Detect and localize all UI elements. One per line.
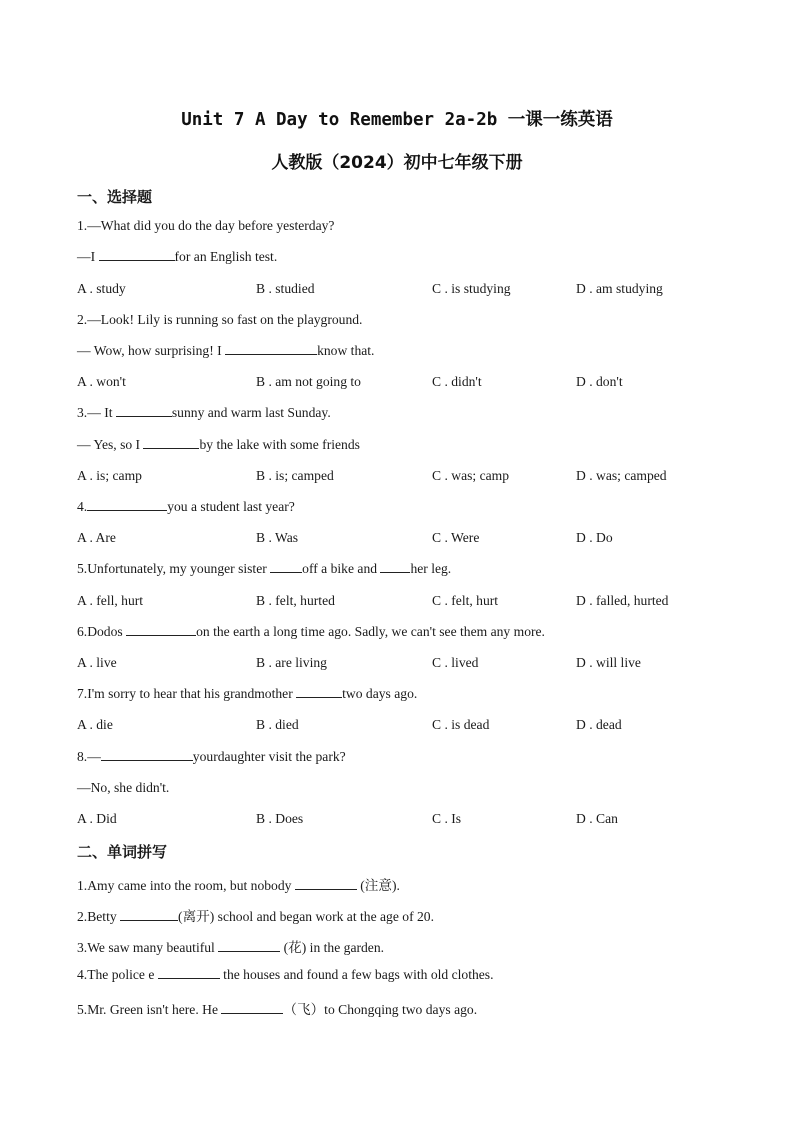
option-a[interactable]: A . Are (77, 530, 116, 545)
question-5-options (77, 593, 717, 613)
option-a[interactable]: A . live (77, 655, 117, 670)
answer-blank[interactable] (99, 249, 175, 261)
option-d[interactable]: D . dead (576, 717, 622, 732)
question-1-line-1: 1.—What did you do the day before yesterday? (77, 218, 335, 233)
option-b[interactable]: B . am not going to (256, 374, 361, 389)
answer-blank[interactable] (87, 499, 167, 511)
option-c[interactable]: C . lived (432, 655, 479, 670)
spelling-item-2: 2.Betty (离开) school and began work at the age of 20. (77, 909, 434, 924)
worksheet-title: Unit 7 A Day to Remember 2a-2b 一课一练英语 (181, 110, 613, 130)
option-c[interactable]: C . Is (432, 811, 462, 826)
option-c[interactable]: C . was; camp (432, 468, 510, 483)
answer-blank[interactable] (380, 561, 410, 573)
answer-blank[interactable] (143, 437, 199, 449)
option-c[interactable]: C . Were (432, 530, 480, 545)
option-b[interactable]: B . is; camped (256, 468, 334, 483)
option-c[interactable]: C . felt, hurt (432, 593, 499, 608)
answer-blank[interactable] (101, 749, 193, 761)
option-a[interactable]: A . fell, hurt (77, 593, 144, 608)
question-8-options (77, 811, 717, 831)
question-8-line-2: —No, she didn't. (77, 780, 170, 795)
option-d[interactable]: D . Can (576, 811, 618, 826)
option-a[interactable]: A . Did (77, 811, 117, 826)
option-a[interactable]: A . die (77, 717, 113, 732)
answer-blank[interactable] (126, 624, 196, 636)
question-3-line-2: — Yes, so I by the lake with some friends (77, 437, 360, 452)
option-d[interactable]: D . Do (576, 530, 613, 545)
answer-blank[interactable] (270, 561, 302, 573)
question-1-options (77, 281, 717, 301)
answer-blank[interactable] (221, 1002, 283, 1014)
question-2-options (77, 374, 717, 394)
answer-blank[interactable] (296, 686, 342, 698)
spelling-item-3: 3.We saw many beautiful (花) in the garden. (77, 940, 385, 955)
spelling-item-1: 1.Amy came into the room, but nobody (注意). (77, 878, 400, 893)
question-5-line-1: 5.Unfortunately, my younger sister off a bike and her leg. (77, 561, 452, 576)
option-b[interactable]: B . studied (256, 281, 315, 296)
question-2-line-2: — Wow, how surprising! I know that. (77, 343, 375, 358)
option-a[interactable]: A . study (77, 281, 126, 296)
option-d[interactable]: D . don't (576, 374, 623, 389)
worksheet-subtitle: 人教版（2024）初中七年级下册 (271, 153, 523, 173)
question-6-options (77, 655, 717, 675)
option-b[interactable]: B . felt, hurted (256, 593, 335, 608)
option-d[interactable]: D . falled, hurted (576, 593, 669, 608)
question-3-options (77, 468, 717, 488)
question-7-line-1: 7.I'm sorry to hear that his grandmother two days ago. (77, 686, 418, 701)
option-a[interactable]: A . won't (77, 374, 126, 389)
question-3-line-1: 3.— It sunny and warm last Sunday. (77, 405, 331, 420)
question-1-line-2: —I for an English test. (77, 249, 278, 264)
option-c[interactable]: C . didn't (432, 374, 482, 389)
question-7-options (77, 717, 717, 737)
option-d[interactable]: D . am studying (576, 281, 663, 296)
option-d[interactable]: D . will live (576, 655, 641, 670)
spelling-item-5: 5.Mr. Green isn't here. He （飞）to Chongqing two days ago. (77, 1002, 478, 1017)
option-b[interactable]: B . Does (256, 811, 304, 826)
answer-blank[interactable] (120, 909, 178, 921)
question-8-line-1: 8.— yourdaughter visit the park? (77, 749, 346, 764)
answer-blank[interactable] (218, 940, 280, 952)
option-d[interactable]: D . was; camped (576, 468, 667, 483)
answer-blank[interactable] (116, 405, 172, 417)
answer-blank[interactable] (225, 343, 317, 355)
question-6-line-1: 6.Dodos on the earth a long time ago. Sadly, we can't see them any more. (77, 624, 545, 639)
answer-blank[interactable] (158, 967, 220, 979)
question-4-line-1: 4. you a student last year? (77, 499, 295, 514)
question-4-options (77, 530, 717, 550)
option-c[interactable]: C . is studying (432, 281, 511, 296)
question-2-line-1: 2.—Look! Lily is running so fast on the playground. (77, 312, 363, 327)
option-a[interactable]: A . is; camp (77, 468, 142, 483)
section-heading-spelling: 二、单词拼写 (77, 843, 168, 861)
answer-blank[interactable] (295, 878, 357, 890)
option-b[interactable]: B . are living (256, 655, 327, 670)
option-c[interactable]: C . is dead (432, 717, 490, 732)
option-b[interactable]: B . died (256, 717, 299, 732)
section-heading-choice: 一、选择题 (77, 188, 153, 206)
spelling-item-4: 4.The police e the houses and found a few bags with old clothes. (77, 967, 494, 982)
option-b[interactable]: B . Was (256, 530, 299, 545)
